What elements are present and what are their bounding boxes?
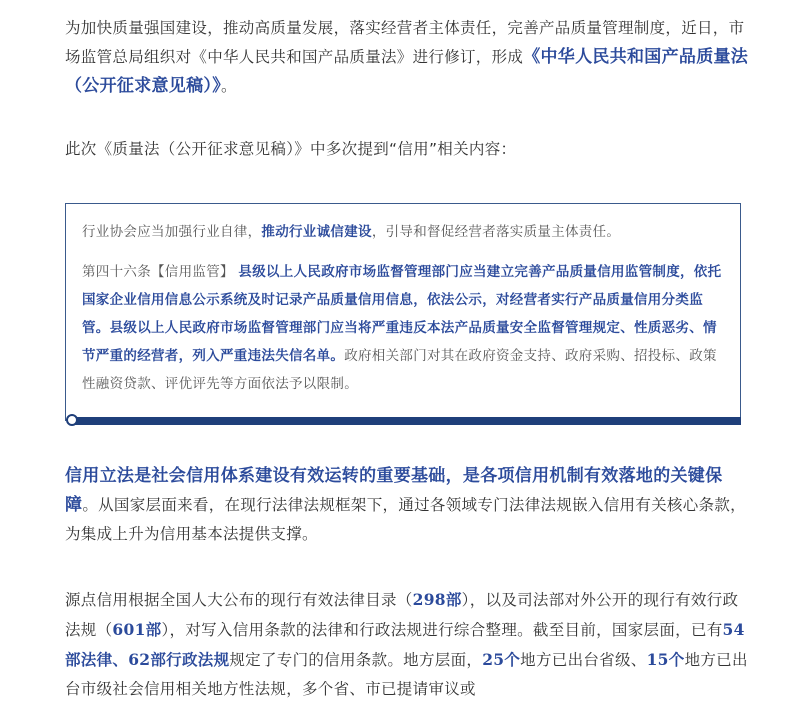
- lead-text: 此次《质量法（公开征求意见稿）》中多次提到“信用”相关内容：: [65, 140, 517, 158]
- stats-text: 源点信用根据全国人大公布的现行有效法律目录（: [65, 591, 413, 609]
- article-title: 第四十六条【信用监管】: [82, 264, 234, 280]
- quote-text: 行业协会应当加强行业自律，: [82, 224, 262, 240]
- law-draft-title: 《中华人民共和国产品质量法（公开征求意见稿）》: [65, 47, 749, 96]
- stats-text: ），对写入信用条款的法律和行政法规进行综合整理。截至目前，国家层面，已有: [161, 621, 723, 639]
- legislation-text: 。从国家层面来看，在现行法律法规框架下，通过各领域专门法律法规嵌入信用有关核心条款，为集成上升为信用基本法提供支撑。: [65, 496, 746, 543]
- city-count: 15个: [646, 650, 685, 669]
- stats-text: 地方已出台市级社会信用相关地方性法规，多个省、市已提请审议或: [65, 651, 748, 698]
- bar-dot-icon: [66, 414, 78, 426]
- credit-law-count: 54部法律、62部行政法规: [65, 620, 745, 669]
- lead-paragraph: [65, 135, 751, 164]
- statistics-paragraph: [65, 585, 751, 704]
- quote-bottom-bar: [72, 417, 741, 425]
- legislation-highlight: 信用立法是社会信用体系建设有效运转的重要基础，是各项信用机制有效落地的关键保障: [65, 466, 723, 515]
- quote-text: 政府相关部门对其在政府资金支持、政府采购、招投标、政策性融资贷款、评优评先等方面依法予以限制。: [82, 348, 717, 392]
- quote-highlight: 县级以上人民政府市场监督管理部门应当建立完善产品质量信用监管制度，依托国家企业信用信息公示系统及时记录产品质量信用信息，依法公示，对经营者实行产品质量信用分类监管。县级以上人民政府市场监督管理部门应当将严重违反本法产品质量安全监督管理规定、性质恶劣、情节严重的经营者，列入严重违法失信名单。: [82, 264, 722, 364]
- quote-paragraph-2: [82, 258, 726, 398]
- intro-text-end: 。: [221, 77, 237, 95]
- intro-text: 为加快质量强国建设，推动高质量发展，落实经营者主体责任，完善产品质量管理制度，近日，市场监管总局组织对《中华人民共和国产品质量法》进行修订，形成: [65, 19, 745, 66]
- legislation-paragraph: [65, 462, 751, 549]
- province-count: 25个: [482, 650, 521, 669]
- quote-text: ，引导和督促经营者落实质量主体责任。: [371, 224, 621, 240]
- law-count: 298部: [412, 590, 462, 609]
- regulation-count: 601部: [112, 620, 162, 639]
- stats-text: 地方已出台省级、: [520, 651, 647, 669]
- quote-highlight: 推动行业诚信建设: [261, 224, 372, 240]
- intro-paragraph: [65, 14, 751, 101]
- stats-text: 规定了专门的信用条款。地方层面，: [229, 651, 483, 669]
- quote-paragraph-1: [82, 218, 726, 246]
- quote-box: [65, 203, 741, 421]
- quote-content: [82, 218, 726, 398]
- stats-text: ），以及司法部对外公开的现行有效行政法规（: [65, 591, 739, 639]
